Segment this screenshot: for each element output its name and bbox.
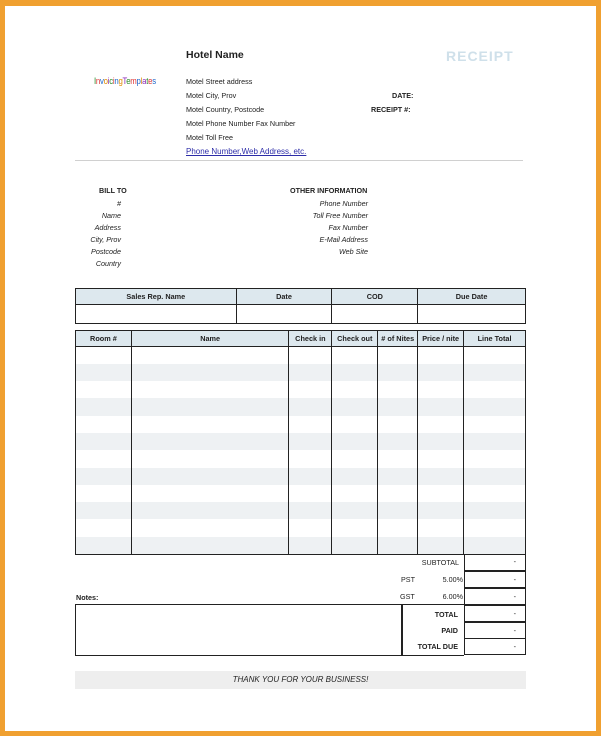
sales-table-row [76, 305, 526, 324]
pst-value: - [464, 571, 526, 588]
line-total-cell[interactable] [464, 416, 526, 433]
check-in-cell[interactable] [289, 485, 332, 502]
header-divider [75, 160, 523, 161]
guest-name-cell[interactable] [131, 347, 289, 364]
bill-to-country: Country [95, 259, 121, 268]
check-out-cell[interactable] [332, 364, 378, 381]
check-in-cell[interactable] [289, 433, 332, 450]
check-in-header: Check in [289, 331, 332, 347]
hotel-country: Motel Country, Postcode [186, 105, 265, 114]
nites-cell[interactable] [378, 381, 418, 398]
line-total-cell[interactable] [464, 347, 526, 364]
bill-to-title: BILL TO [99, 186, 127, 195]
date-cell[interactable] [236, 305, 332, 324]
room-number-cell[interactable] [76, 416, 132, 433]
check-in-cell[interactable] [289, 416, 332, 433]
price-per-nite-cell[interactable] [418, 398, 464, 415]
check-in-cell[interactable] [289, 519, 332, 536]
check-out-header: Check out [332, 331, 378, 347]
line-total-header: Line Total [464, 331, 526, 347]
item-row [76, 450, 526, 467]
item-row [76, 364, 526, 381]
check-out-cell[interactable] [332, 398, 378, 415]
item-row [76, 416, 526, 433]
item-row [76, 347, 526, 364]
thank-you-banner: THANK YOU FOR YOUR BUSINESS! [75, 671, 526, 689]
item-row [76, 502, 526, 519]
gst-value: - [464, 588, 526, 605]
pst-rate: 5.00% [442, 575, 463, 584]
item-row [76, 537, 526, 554]
total-value: - [464, 605, 526, 622]
price-per-nite-cell[interactable] [418, 364, 464, 381]
nites-cell[interactable] [378, 433, 418, 450]
line-total-cell[interactable] [464, 485, 526, 502]
hotel-phone-fax: Motel Phone Number Fax Number [186, 119, 296, 128]
other-info-toll-free: Toll Free Number [312, 211, 368, 220]
subtotal-label: SUBTOTAL [421, 558, 459, 567]
bill-to-city: City, Prov [90, 235, 121, 244]
date-label: DATE: [392, 91, 414, 100]
hotel-name: Hotel Name [186, 49, 244, 61]
room-number-cell[interactable] [76, 468, 132, 485]
item-row [76, 433, 526, 450]
nites-cell[interactable] [378, 347, 418, 364]
hotel-city: Motel City, Prov [186, 91, 237, 100]
room-number-cell[interactable] [76, 398, 132, 415]
nites-cell[interactable] [378, 502, 418, 519]
total-label: TOTAL [434, 610, 458, 619]
guest-name-cell[interactable] [131, 433, 289, 450]
due-date-cell[interactable] [418, 305, 526, 324]
bill-to-address: Address [94, 223, 121, 232]
gst-rate: 6.00% [442, 592, 463, 601]
check-out-cell[interactable] [332, 502, 378, 519]
guest-name-cell[interactable] [131, 381, 289, 398]
room-number-cell[interactable] [76, 519, 132, 536]
price-per-nite-cell[interactable] [418, 416, 464, 433]
price-per-nite-cell[interactable] [418, 485, 464, 502]
item-row [76, 381, 526, 398]
guest-name-cell[interactable] [131, 468, 289, 485]
price-per-nite-header: Price / nite [418, 331, 464, 347]
paid-label: PAID [441, 626, 458, 635]
room-number-cell[interactable] [76, 433, 132, 450]
notes-box[interactable] [75, 604, 402, 656]
guest-name-cell[interactable] [131, 398, 289, 415]
receipt-title: RECEIPT [446, 48, 514, 64]
guest-name-cell[interactable] [131, 364, 289, 381]
room-number-cell[interactable] [76, 364, 132, 381]
room-number-cell[interactable] [76, 347, 132, 364]
gst-label: GST [400, 592, 415, 601]
web-address-link[interactable]: Phone Number,Web Address, etc. [186, 147, 307, 156]
invoicing-templates-logo: InvoicingTemplates [94, 76, 156, 87]
cod-header: COD [332, 289, 418, 305]
line-total-cell[interactable] [464, 450, 526, 467]
nites-cell[interactable] [378, 416, 418, 433]
room-number-cell[interactable] [76, 450, 132, 467]
sales-rep-header: Sales Rep. Name [76, 289, 237, 305]
room-number-cell[interactable] [76, 485, 132, 502]
room-items-table [75, 330, 526, 555]
line-total-cell[interactable] [464, 537, 526, 554]
other-info-web-site: Web Site [338, 247, 368, 256]
line-total-cell[interactable] [464, 433, 526, 450]
check-out-cell[interactable] [332, 416, 378, 433]
item-row [76, 398, 526, 415]
price-per-nite-cell[interactable] [418, 347, 464, 364]
price-per-nite-cell[interactable] [418, 468, 464, 485]
receipt-number-label: RECEIPT #: [371, 105, 411, 114]
sales-table-header [76, 289, 526, 305]
total-due-label: TOTAL DUE [417, 642, 458, 651]
guest-name-cell[interactable] [131, 537, 289, 554]
price-per-nite-cell[interactable] [418, 450, 464, 467]
check-in-cell[interactable] [289, 381, 332, 398]
notes-label: Notes: [76, 593, 99, 602]
other-info-email: E-Mail Address [319, 235, 368, 244]
due-date-header: Due Date [418, 289, 526, 305]
nites-cell[interactable] [378, 537, 418, 554]
nites-cell[interactable] [378, 450, 418, 467]
line-total-cell[interactable] [464, 468, 526, 485]
room-number-cell[interactable] [76, 537, 132, 554]
sales-rep-cell[interactable] [76, 305, 237, 324]
sales-table [75, 288, 526, 324]
check-out-cell[interactable] [332, 485, 378, 502]
check-in-cell[interactable] [289, 537, 332, 554]
price-per-nite-cell[interactable] [418, 537, 464, 554]
bill-to-name: Name [101, 211, 121, 220]
guest-name-cell[interactable] [131, 502, 289, 519]
check-in-cell[interactable] [289, 450, 332, 467]
line-total-cell[interactable] [464, 502, 526, 519]
check-in-cell[interactable] [289, 468, 332, 485]
other-info-title: OTHER INFORMATION [290, 186, 368, 195]
guest-name-cell[interactable] [131, 416, 289, 433]
check-out-cell[interactable] [332, 433, 378, 450]
guest-name-cell[interactable] [131, 485, 289, 502]
item-row [76, 468, 526, 485]
bill-to-number: # [117, 199, 121, 208]
check-out-cell[interactable] [332, 519, 378, 536]
pst-label: PST [401, 575, 415, 584]
item-row [76, 519, 526, 536]
check-out-cell[interactable] [332, 537, 378, 554]
nites-cell[interactable] [378, 468, 418, 485]
check-in-cell[interactable] [289, 502, 332, 519]
room-number-cell[interactable] [76, 381, 132, 398]
bill-to-postcode: Postcode [91, 247, 121, 256]
item-row [76, 485, 526, 502]
check-out-cell[interactable] [332, 347, 378, 364]
guest-name-cell[interactable] [131, 519, 289, 536]
line-total-cell[interactable] [464, 381, 526, 398]
price-per-nite-cell[interactable] [418, 381, 464, 398]
other-info-phone: Phone Number [319, 199, 368, 208]
paid-value: - [464, 622, 526, 639]
total-due-value: - [464, 638, 526, 655]
nites-cell[interactable] [378, 485, 418, 502]
line-total-cell[interactable] [464, 398, 526, 415]
date-header: Date [236, 289, 332, 305]
line-total-cell[interactable] [464, 364, 526, 381]
subtotal-value: - [464, 554, 526, 571]
other-info-fax: Fax Number [328, 223, 368, 232]
nites-cell[interactable] [378, 364, 418, 381]
nites-cell[interactable] [378, 519, 418, 536]
price-per-nite-cell[interactable] [418, 519, 464, 536]
check-out-cell[interactable] [332, 450, 378, 467]
check-out-cell[interactable] [332, 468, 378, 485]
hotel-toll-free: Motel Toll Free [186, 133, 234, 142]
check-out-cell[interactable] [332, 381, 378, 398]
guest-name-cell[interactable] [131, 450, 289, 467]
items-table-header [76, 331, 526, 347]
totals-label-box [402, 604, 464, 656]
line-total-cell[interactable] [464, 519, 526, 536]
cod-cell[interactable] [332, 305, 418, 324]
check-in-cell[interactable] [289, 347, 332, 364]
guest-name-header: Name [131, 331, 289, 347]
nites-cell[interactable] [378, 398, 418, 415]
check-in-cell[interactable] [289, 398, 332, 415]
price-per-nite-cell[interactable] [418, 433, 464, 450]
room-number-cell[interactable] [76, 502, 132, 519]
price-per-nite-cell[interactable] [418, 502, 464, 519]
nites-header: # of Nites [378, 331, 418, 347]
room-number-header: Room # [76, 331, 132, 347]
check-in-cell[interactable] [289, 364, 332, 381]
hotel-street: Motel Street address [186, 77, 253, 86]
